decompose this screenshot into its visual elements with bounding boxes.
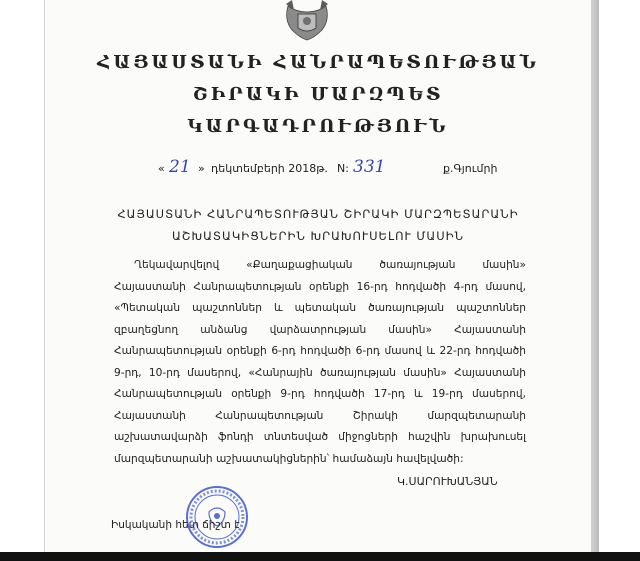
government-name: ՀԱՅԱՍՏԱՆԻ ՀԱՆՐԱՊԵՏՈՒԹՅԱՆ — [97, 52, 539, 73]
decree-number-label: N: — [337, 162, 349, 175]
decree-body: Ղեկավարվելով «Քաղաքացիական ծառայության մասին» Հայաստանի Հանրապետության օրենքի 16-րդ հոդվածի 4-րդ մասով, «Պետական պաշտոններ և պետական ծառայության պաշտոններ զբաղեցնող անձանց վարձատրության մասին» Հայաստանի Հանրապետության օրենքի 6-րդ հոդվածի 6-րդ մասով և 22-րդ հոդվածի 9-րդ, 10-րդ մասերով, «Հանրային ծառայության մասին» Հայաստանի Հանրապետության օրենքի 9-րդ հոդվածի 17-րդ և 19-րդ մասերով, Հայաստանի Հանրապետության Շիրակի մարզպետարանի աշխատավարձի ֆոնդի տնտեսված միջոցների հաշվին խրախուսել մարզպետարանի աշխատակիցներին՝ համաձայն հավելվածի: — [114, 259, 526, 465]
document-type: ԿԱՐԳԱԴՐՈՒԹՅՈՒՆ — [187, 116, 449, 137]
official-stamp-icon — [181, 484, 253, 550]
signer-name: Կ.ՍԱՐՈՒԽԱՆՅԱՆ — [397, 475, 498, 488]
decree-title-line-1: ՀԱՅԱՍՏԱՆԻ ՀԱՆՐԱՊԵՏՈՒԹՅԱՆ ՇԻՐԱԿԻ ՄԱՐԶՊԵՏԱՐԱՆԻ — [117, 207, 519, 221]
decree-month-year: դեկտեմբերի 2018թ. — [211, 162, 328, 175]
document-page — [44, 0, 592, 552]
quote-close: » — [198, 162, 205, 175]
coat-of-arms-icon — [282, 0, 332, 44]
viewer-right-margin — [599, 0, 640, 561]
decree-title-line-2: ԱՇԽԱՏԱԿԻՑՆԵՐԻՆ ԽՐԱԽՈՒՍԵԼՈՒ ՄԱՍԻՆ — [171, 229, 464, 243]
governor-title: ՇԻՐԱԿԻ ՄԱՐԶՊԵՏ — [192, 84, 444, 105]
quote-open: « — [158, 162, 165, 175]
decree-city: ք.Գյումրի — [443, 162, 498, 175]
viewer-left-margin — [0, 0, 44, 561]
copy-certification-note: Իսկականի հետ ճիշտ է — [111, 519, 240, 531]
decree-day: 21 — [169, 157, 191, 177]
viewer-bottom-bar — [0, 552, 640, 561]
decree-number: 331 — [353, 157, 386, 177]
decree-date-row — [45, 158, 591, 180]
